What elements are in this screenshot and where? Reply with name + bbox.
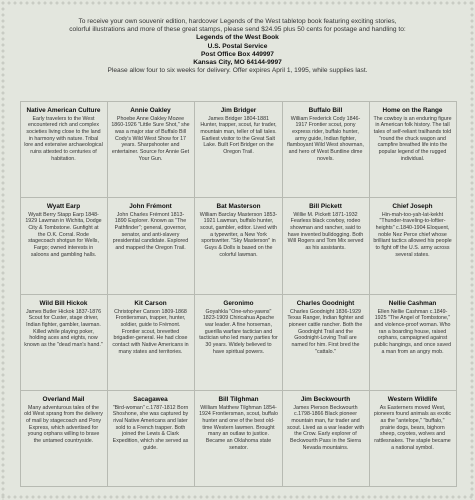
stamp-cell-john-fremont [107,197,194,293]
stamp-cell-nellie-cashman [369,294,456,390]
stamp-cell-annie-oakley [107,101,194,197]
stamp-description: Early travelers to the West encountered rich and complex societies living close to the land in harmony with nature. Tribal lore and extensive archaeological ruins attested to centuries of habitation. [24,115,103,162]
stamp-description: John Charles Frémont 1813-1890 Explorer. Known as "The Pathfinder"; general, governor, senator, and anti-slavery presidential candidate. Explored and mapped the Oregon Trail. [112,211,189,252]
address-line-4: Kansas City, MO 64144-9997 [193,59,282,67]
stamp-text-grid [20,101,457,487]
stamp-description: Charles Goodnight 1836-1929 Texas Ranger, Indian fighter and pioneer cattle rancher. Both the Goodnight Trail and the Goodnight-Loving Trail are named for him. First bred the "cattalo." [287,308,364,355]
stamp-cell-kit-carson [107,294,194,390]
stamp-title: Sacagawea [133,396,168,403]
stamp-cell-sacagawea [107,390,194,486]
stamp-cell-charles-goodnight [282,294,369,390]
stamp-description: William Frederick Cody 1846-1917 Frontier scout, pony express rider, buffalo hunter, army guide, Indian fighter, flamboyant Wild West showman, and hero of West Buntline dime novels. [287,115,364,162]
stamp-description: Phoebe Anne Oakley Mozee 1860-1926 "Little Sure Shot," she was a major star of Buffalo Bill Cody's Wild West Show for 17 years. Sharpshooter and entertainer. Source for Annie Get Your Gun. [111,115,190,162]
stamp-title: Buffalo Bill [308,107,343,114]
address-line-1: Legends of the West Book [196,34,279,42]
stamp-title: Bat Masterson [216,203,261,210]
stamp-cell-western-wildlife [369,390,456,486]
delivery-note: Please allow four to six weeks for delivery. Offer expires April 1, 1995, while supplies last. [107,67,368,75]
stamp-description: "Bird-woman" c.1787-1812 Born Shoshone, she was captured by rival Native Americans and later sold to a French trapper. Both joined the Lewis & Clark Expedition, which she served as guide. [112,404,189,451]
stamp-description: Ellen Nellie Cashman c.1849-1925 "The Angel of Tombstone," and violence-proof woman. Who ran a boarding house, raised orphans, campaigned against public hangings, and once saved a man from an angry mob. [373,308,452,355]
stamp-cell-native-american-culture [20,101,107,197]
stamp-description: Wyatt Berry Stapp Earp 1848-1929 Lawman in Wichita, Dodge City & Tombstone. Gunfight at the O.K. Corral. Rode stagecoach shotgun for Wells, Fargo; owned interests in saloons and gambling halls. [25,211,102,258]
stamp-description: James Bridger 1804-1881 Hunter, trapper, scout, fur trader, mountain man, teller of tall tales. Earliest visitor to the Great Salt Lake. Built Fort Bridger on the Oregon Trail. [200,115,277,156]
stamp-title: Kit Carson [134,300,167,307]
stamp-cell-overland-mail [20,390,107,486]
stamp-description: William Barclay Masterson 1853-1921 Lawman, buffalo hunter, scout, gambler, editor. Lived with a typewriter, a New York sportswriter. "Sky Masterson" in Guys & Dolls is based on the colorful lawman. [199,211,278,258]
header-line-1: To receive your own souvenir edition, hardcover Legends of the West tabletop book featuring exciting stories, [78,18,397,25]
stamp-title: Western Wildlife [387,396,438,403]
stamp-description: As Easterners moved West, pioneers found animals as exotic as the "antelope," "buffalo," prairie dogs, bears, bighorn sheep, coyotes, wolves and rattlesnakes. The staple became a national symbol. [373,404,452,451]
perforation-bottom [0,494,475,500]
stamp-cell-chief-joseph [369,197,456,293]
stamp-description: William Matthew Tilghman 1854-1924 Frontiersman, scout, buffalo hunter and one of the best old-time Western lawmen. Brought many an outlaw to justice. Became an Oklahoma state senator. [199,404,278,451]
stamp-title: Chief Joseph [392,203,433,210]
stamp-title: Wyatt Earp [46,203,81,210]
header-line-2: colorful illustrations and more of these great stamps, please send $24.95 plus 50 cents for postage and handling to: [69,26,406,34]
perforation-top [0,0,475,6]
stamp-title: Annie Oakley [130,107,171,114]
stamp-cell-buffalo-bill [282,101,369,197]
perforation-right [469,0,475,500]
stamp-title: Bill Pickett [309,203,342,210]
stamp-title: Jim Beckwourth [300,396,351,403]
stamp-title: Bill Tilghman [218,396,259,403]
stamp-description: Hin-mah-too-yah-lat-kekht "Thunder-traveling-to-loftier-heights" c.1840-1904 Eloquent, noble Nez Perce chief whose brilliant tactics allowed his people to fight off the U.S. army across several states. [373,211,452,258]
stamp-cell-bat-masterson [195,197,282,293]
stamp-cell-wild-bill-hickok [20,294,107,390]
perforation-left [0,0,6,500]
stamp-cell-jim-beckwourth [282,390,369,486]
stamp-cell-geronimo [195,294,282,390]
grid-line [20,486,457,487]
stamp-description: Goyahkla "One-who-yawns" 1823-1909 Chiricahua Apache war leader. A fine horseman, guerilla warfare tactician and tactician who led many parties for 30 years. Widely believed to have spiritual powers. [199,308,278,355]
address-line-2: U.S. Postal Service [207,42,268,50]
stamp-title: John Frémont [129,203,172,210]
stamp-title: Wild Bill Hickok [39,300,88,307]
address-line-3: Post Office Box 449997 [201,50,274,58]
stamp-title: Geronimo [223,300,254,307]
stamp-description: James Pierson Beckwourth c.1798-1866 Black pioneer mountain man, fur trader and scout. Lived as a war leader with the Crow. Early explorer of Beckwourth Pass in the Sierra Nevada mountains. [287,404,364,451]
stamp-cell-wyatt-earp [20,197,107,293]
stamp-description: Many adventurous tales of the old West sprang from the delivery of mail by stagecoach and Pony Express, which advertised for young orphans willing to brave the untamed countryside. [24,404,103,445]
stamp-cell-bill-pickett [282,197,369,293]
stamp-title: Jim Bridger [220,107,257,114]
stamp-title: Native American Culture [26,107,101,114]
stamp-title: Charles Goodnight [296,300,355,307]
stamp-cell-home-on-the-range [369,101,456,197]
stamp-title: Nellie Cashman [388,300,437,307]
stamp-description: Willie M. Pickett 1871-1932 Fearless black cowboy, rodeo showman and rancher, said to have invented bulldogging. Both Will Rogers and Tom Mix served as his assistants. [287,211,364,252]
stamp-cell-jim-bridger [195,101,282,197]
stamp-title: Home on the Range [382,107,443,114]
stamp-description: The cowboy is an enduring figure in American folk history. The tall tales of self-reliant trailhands told "round the chuck wagon and campfire breathed life into the popular legend of the rugged individual. [373,115,452,162]
stamp-description: James Butler Hickok 1837-1876 Scout for Custer, stage driver, Indian fighter, gambler, lawman. Killed while playing poker, holding aces and eights, now known as the "dead man's hand." [24,308,103,349]
stamp-description: Christopher Carson 1809-1868 Frontiersman, trapper, hunter, soldier, guide to Frémont. Frontier scout, brevetted brigadier-general. He had close contact with Native Americans in many states and territories. [112,308,189,355]
stamp-cell-bill-tilghman [195,390,282,486]
stamp-title: Overland Mail [42,396,85,403]
order-info-header [18,18,457,75]
